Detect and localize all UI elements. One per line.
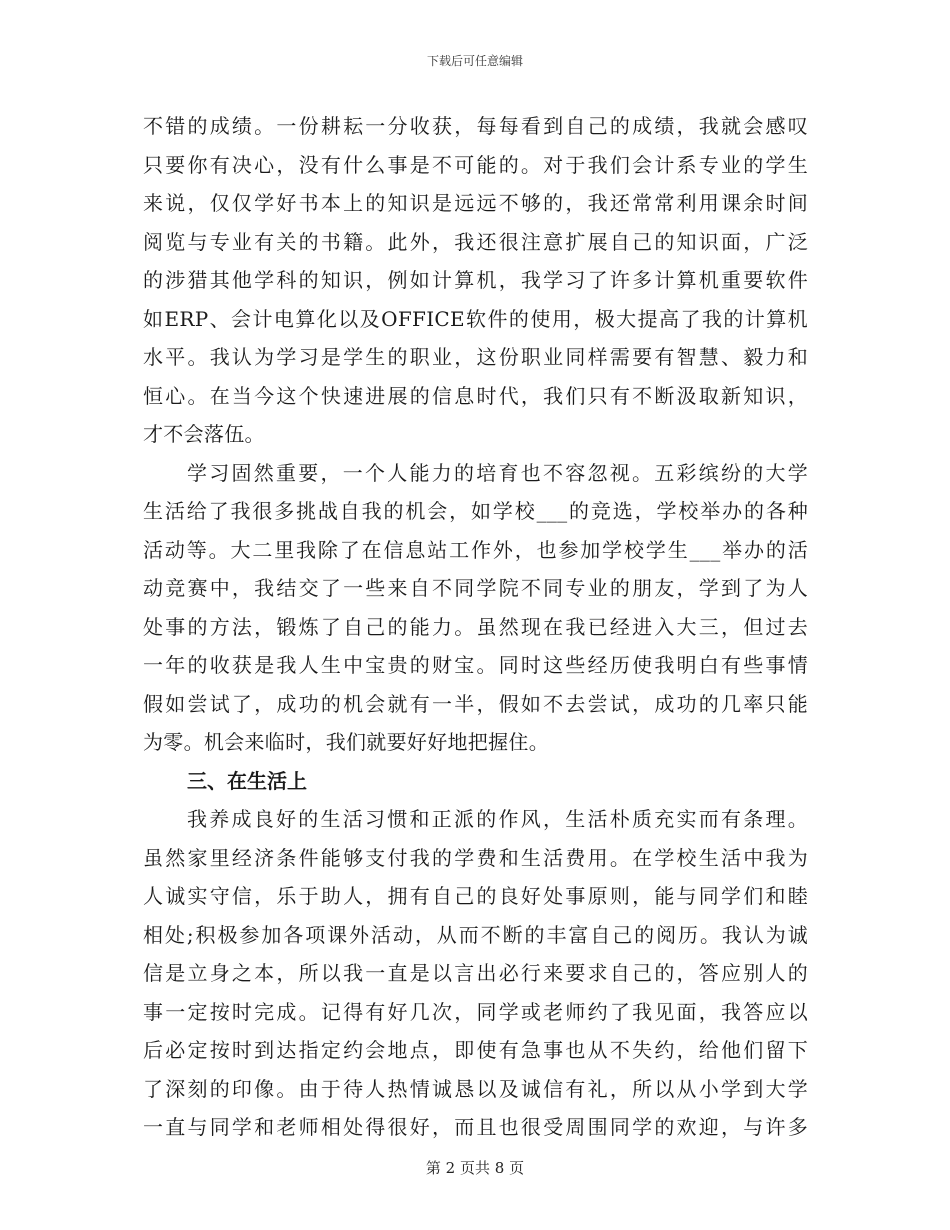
- text-line: 活动等。大二里我除了在信息站工作外，也参加学校学生___举办的活: [143, 537, 808, 562]
- text-line: 为零。机会来临时，我们就要好好地把握住。: [143, 730, 549, 754]
- text-line: 学习固然重要，一个人能力的培育也不容忽视。五彩缤纷的大学: [187, 460, 808, 485]
- text-line: 假如尝试了，成功的机会就有一半，假如不去尝试，成功的几率只能: [143, 691, 808, 716]
- text-line: 后必定按时到达指定约会地点，即使有急事也从不失约，给他们留下: [143, 1038, 808, 1062]
- text-line: 一年的收获是我人生中宝贵的财宝。同时这些经历使我明白有些事情: [143, 653, 808, 677]
- text-line: 我养成良好的生活习惯和正派的作风，生活朴质充实而有条理。: [187, 807, 808, 831]
- text-line: 一直与同学和老师相处得很好，而且也很受周围同学的欢迎，与许多: [143, 1115, 808, 1139]
- text-line: 处事的方法，锻炼了自己的能力。虽然现在我已经进入大三，但过去: [143, 614, 808, 639]
- text-line: 信是立身之本，所以我一直是以言出必行来要求自己的，答应别人的: [143, 961, 808, 985]
- text-line: 水平。我认为学习是学生的职业，这份职业同样需要有智慧、毅力和: [143, 345, 808, 369]
- paragraph-ability-training: [143, 454, 808, 762]
- paragraph-life-habits: [143, 800, 808, 1147]
- text-line: 来说，仅仅学好书本上的知识是远远不够的，我还常常利用课余时间: [143, 191, 808, 215]
- text-line: 事一定按时完成。记得有好几次，同学或老师约了我见面，我答应以: [143, 999, 808, 1024]
- page-number: 第 2 页共 8 页: [425, 1159, 525, 1177]
- text-line: 不错的成绩。一份耕耘一分收获，每每看到自己的成绩，我就会感叹: [143, 114, 808, 138]
- text-line: 生活给了我很多挑战自我的机会，如学校___的竞选，学校举办的各种: [143, 499, 808, 523]
- text-line: 相处;积极参加各项课外活动，从而不断的丰富自己的阅历。我认为诚: [143, 922, 808, 947]
- text-line: 动竞赛中，我结交了一些来自不同学院不同专业的朋友，学到了为人: [143, 576, 808, 600]
- page-header-note: 下载后可任意编辑: [426, 54, 523, 68]
- text-line: 阅览与专业有关的书籍。此外，我还很注意扩展自己的知识面，广泛: [143, 229, 808, 254]
- paragraph-study-results: [143, 107, 808, 454]
- text-line: 才不会落伍。: [143, 422, 265, 446]
- text-line: 如ERP、会计电算化以及OFFICE软件的使用，极大提高了我的计算机: [143, 306, 808, 331]
- text-line: 的涉猎其他学科的知识，例如计算机，我学习了许多计算机重要软件: [143, 268, 808, 292]
- text-line: 恒心。在当今这个快速进展的信息时代，我们只有不断汲取新知识，: [143, 383, 808, 408]
- document-body: [143, 107, 808, 1147]
- text-line: 了深刻的印像。由于待人热情诚恳以及诚信有礼，所以从小学到大学: [143, 1076, 808, 1101]
- text-line: 虽然家里经济条件能够支付我的学费和生活费用。在学校生活中我为: [143, 845, 808, 870]
- text-line: 人诚实守信，乐于助人，拥有自己的良好处事原则，能与同学们和睦: [143, 884, 808, 908]
- section-heading-life: 三、在生活上: [187, 768, 307, 793]
- text-line: 只要你有决心，没有什么事是不可能的。对于我们会计系专业的学生: [143, 152, 808, 177]
